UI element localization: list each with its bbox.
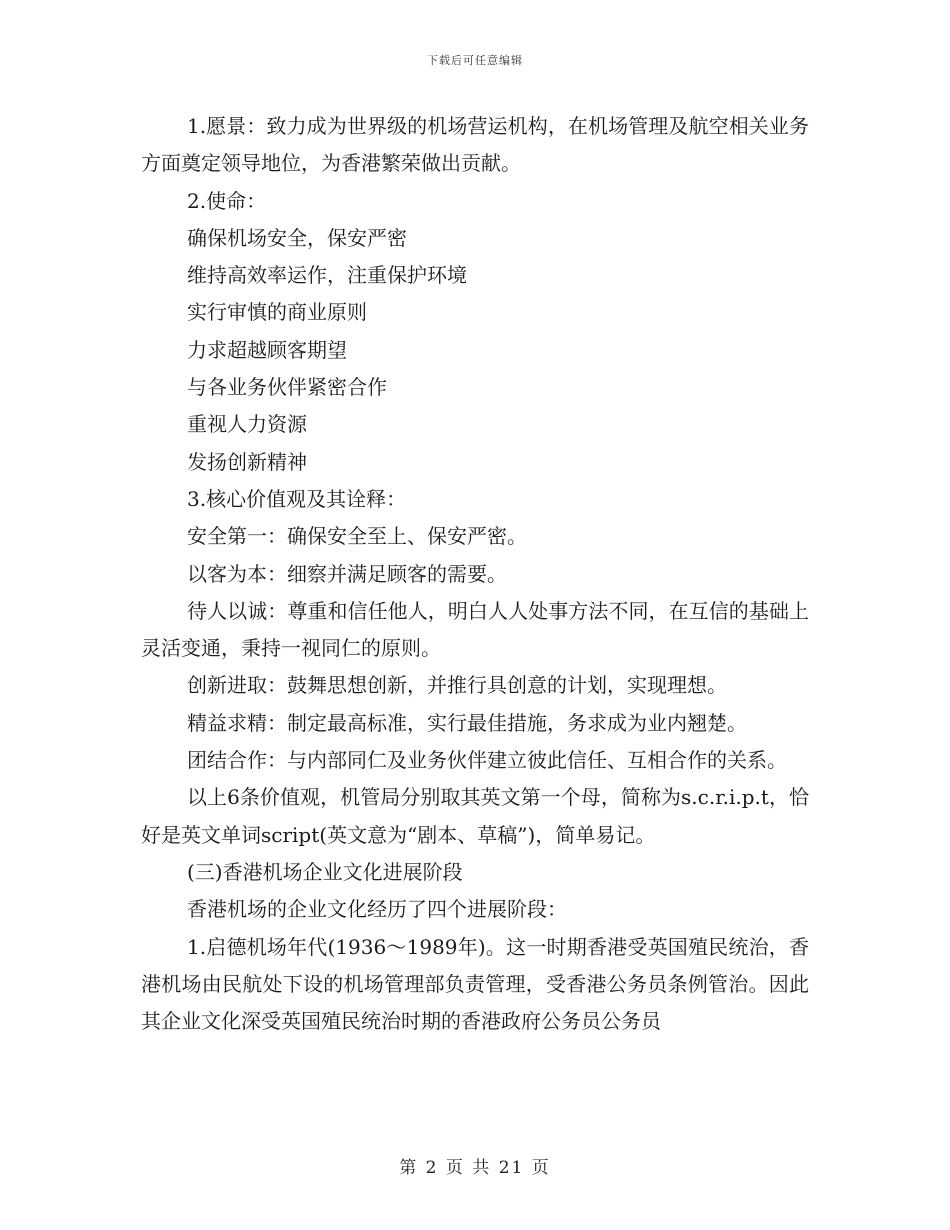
paragraph-script-acronym: 以上6条价值观，机管局分别取其英文第一个母，简称为s.c.r.i.p.t，恰好是英文单词script(英文意为“剧本、草稿”)，简单易记。 <box>141 785 809 847</box>
document-body <box>141 108 809 1040</box>
section-heading-culture-stages: (三)香港机场企业文化进展阶段 <box>187 859 463 884</box>
core-value-item: 精益求精：制定最高标准，实行最佳措施，务求成为业内翘楚。 <box>187 710 747 735</box>
mission-item: 实行审慎的商业原则 <box>187 300 367 325</box>
paragraph-culture-stages-intro: 香港机场的企业文化经历了四个进展阶段： <box>187 897 567 922</box>
mission-item: 发扬创新精神 <box>187 449 307 474</box>
mission-item: 与各业务伙伴紧密合作 <box>187 375 387 400</box>
core-value-item: 待人以诚：尊重和信任他人，明白人人处事方法不同，在互信的基础上灵活变通，秉持一视同仁的原则。 <box>141 598 809 661</box>
paragraph-mission-heading: 2.使命： <box>187 188 267 213</box>
core-value-item: 团结合作：与内部同仁及业务伙伴建立彼此信任、互相合作的关系。 <box>187 748 787 773</box>
mission-item: 重视人力资源 <box>187 412 307 437</box>
page-header-note: 下载后可任意编辑 <box>427 54 523 67</box>
paragraph-kai-tak-era: 1.启德机场年代(1936～1989年)。这一时期香港受英国殖民统治，香港机场由民航处下设的机场管理部负责管理，受香港公务员条例管治。因此其企业文化深受英国殖民统治时期的香港政府公务员公务员 <box>141 934 809 1034</box>
core-value-item: 以客为本：细察并满足顾客的需要。 <box>187 561 507 586</box>
core-value-item: 创新进取：鼓舞思想创新，并推行具创意的计划，实现理想。 <box>187 673 727 698</box>
core-value-item: 安全第一：确保安全至上、保安严密。 <box>187 524 527 549</box>
mission-item: 确保机场安全，保安严密 <box>187 225 407 250</box>
page-number: 第 2 页 共 21 页 <box>399 1158 551 1178</box>
mission-item: 维持高效率运作，注重保护环境 <box>187 263 467 288</box>
mission-item: 力求超越顾客期望 <box>187 337 347 362</box>
paragraph-vision: 1.愿景：致力成为世界级的机场营运机构，在机场管理及航空相关业务方面奠定领导地位，为香港繁荣做出贡献。 <box>141 114 809 176</box>
paragraph-core-values-heading: 3.核心价值观及其诠释： <box>187 486 407 511</box>
